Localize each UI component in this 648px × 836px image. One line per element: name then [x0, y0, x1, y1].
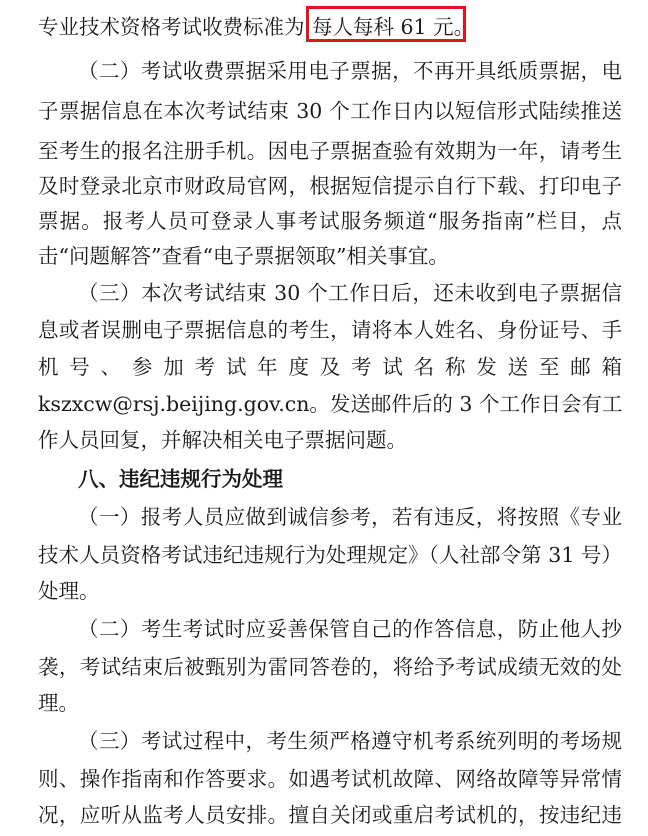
paragraph-line: 处理。	[38, 579, 100, 603]
paragraph-line: 击“问题解答”查看“电子票据领取”相关事宜。	[38, 244, 449, 268]
paragraph-line: （一）报考人员应做到诚信参考，若有违反，将按照《专业	[78, 505, 622, 529]
paragraph-line: 息或者误删电子票据信息的考生，请将本人姓名、身份证号、手	[38, 318, 622, 342]
paragraph-line: 及时登录北京市财政局官网，根据短信提示自行下载、打印电子	[38, 174, 622, 198]
paragraph-line: （三）考试过程中，考生须严格遵守机考系统列明的考场规	[78, 729, 622, 753]
paragraph-line: 袭，考试结束后被甄别为雷同答卷的，将给予考试成绩无效的处	[38, 655, 622, 679]
section-heading: 八、违纪违规行为处理	[78, 467, 283, 491]
paragraph-line: 理。	[38, 691, 79, 715]
paragraph-line: 则、操作指南和作答要求。如遇考试机故障、网络故障等异常情	[38, 767, 622, 791]
fee-amount-highlighted: 每人每科 61 元。	[312, 15, 475, 39]
paragraph-line: 作人员回复，并解决相关电子票据问题。	[38, 428, 407, 452]
paragraph-line: 机 号 、 参 加 考 试 年 度 及 考 试 名 称 发 送 至 邮 箱	[38, 355, 622, 379]
paragraph-line: kszxcw@rsj.beijing.gov.cn。发送邮件后的 3 个工作日会有工	[38, 392, 622, 416]
paragraph-line: （二）考试收费票据采用电子票据，不再开具纸质票据，电	[78, 59, 622, 83]
fee-standard-text: 专业技术资格考试收费标准为	[38, 15, 305, 39]
paragraph-line: 票据。报考人员可登录人事考试服务频道“服务指南”栏目，点	[38, 209, 622, 233]
paragraph-line: 子票据信息在本次考试结束 30 个工作日内以短信形式陆续推送	[38, 99, 622, 123]
paragraph-line: （三）本次考试结束 30 个工作日后，还未收到电子票据信	[78, 281, 622, 305]
paragraph-line: 技术人员资格考试违纪违规行为处理规定》（人社部令第 31 号）	[38, 543, 622, 567]
paragraph-line: （二）考生考试时应妥善保管自己的作答信息，防止他人抄	[78, 617, 622, 641]
paragraph-line: 况，应听从监考人员安排。擅自关闭或重启考试机的，按违纪违	[38, 803, 622, 827]
paragraph-line: 至考生的报名注册手机。因电子票据查验有效期为一年，请考生	[38, 139, 622, 163]
